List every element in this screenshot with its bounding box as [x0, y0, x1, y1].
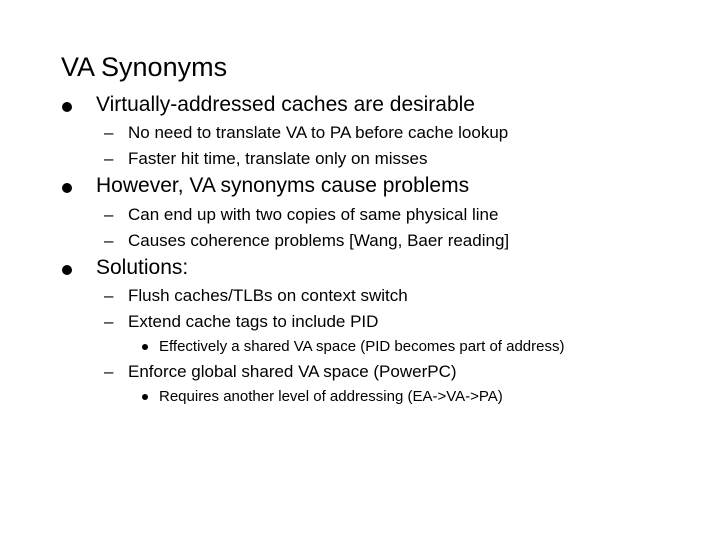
dash-icon: – [104, 231, 114, 250]
dash-icon: – [104, 362, 114, 381]
sub-bullet-text: Extend cache tags to include PID [128, 312, 379, 331]
bullet-text: Virtually-addressed caches are desirable [96, 93, 475, 116]
small-bullet-dot-icon [142, 344, 148, 350]
small-bullet-dot-icon [142, 394, 148, 400]
bullet-dot-icon [62, 265, 72, 275]
sub-bullet-text: No need to translate VA to PA before cache lookup [128, 123, 509, 142]
bullet-dot-icon [62, 183, 72, 193]
dash-icon: – [104, 123, 114, 142]
bullet-dot-icon [62, 102, 72, 112]
sub-sub-bullet-text: Requires another level of addressing (EA->VA->PA) [159, 388, 503, 405]
sub-bullet-text: Faster hit time, translate only on misses [128, 149, 428, 168]
dash-icon: – [104, 312, 114, 331]
sub-bullet-text: Enforce global shared VA space (PowerPC) [128, 362, 457, 381]
sub-bullet-text: Causes coherence problems [Wang, Baer reading] [128, 231, 510, 250]
dash-icon: – [104, 205, 114, 224]
dash-icon: – [104, 286, 114, 305]
bullet-text: However, VA synonyms cause problems [96, 174, 470, 197]
sub-sub-bullet-text: Effectively a shared VA space (PID becomes part of address) [159, 338, 565, 355]
sub-bullet-text: Flush caches/TLBs on context switch [128, 286, 408, 305]
bullet-text: Solutions: [96, 256, 189, 279]
sub-bullet-text: Can end up with two copies of same physical line [128, 205, 499, 224]
dash-icon: – [104, 149, 114, 168]
slide-title: VA Synonyms [61, 52, 228, 82]
